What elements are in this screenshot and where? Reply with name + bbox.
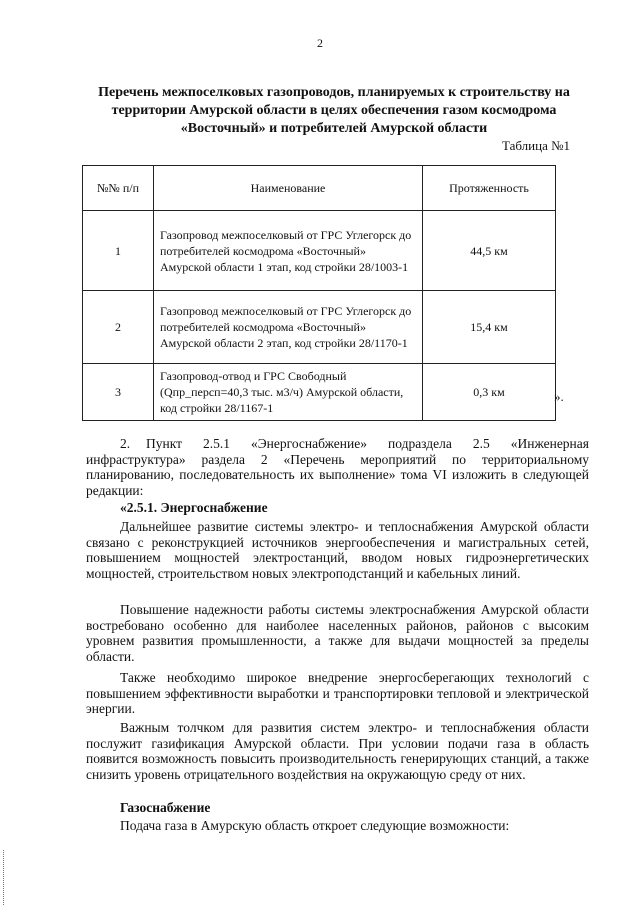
row-name: Газопровод-отвод и ГРС Свободный (Qпр_персп=40,3 тыс. м3/ч) Амурской области, код стройки 28/1167-1 (154, 364, 423, 421)
header-name: Наименование (154, 166, 423, 211)
paragraph: Повышение надежности работы системы электроснабжения Амурской области востребовано особенно для наиболее населенных районов, районов с высоким уровнем развития промышленности, а также для выдачи мощностей за пределы области. (86, 602, 589, 664)
page-number: 2 (317, 36, 323, 50)
subheading: Газоснабжение (120, 800, 211, 815)
paragraph: Подача газа в Амурскую область откроет следующие возможности: (120, 818, 510, 833)
scan-margin-marks (3, 850, 8, 905)
table-caption: Таблица №1 (501, 138, 570, 153)
row-length: 0,3 км (423, 364, 556, 421)
gas-pipelines-table (82, 165, 556, 421)
table-row (83, 291, 556, 364)
table-header-row (83, 166, 556, 211)
row-num: 3 (83, 364, 154, 421)
row-name: Газопровод межпоселковый от ГРС Углегорск до потребителей космодрома «Восточный» Амурской области 2 этап, код стройки 28/1170-1 (154, 291, 423, 364)
row-num: 1 (83, 211, 154, 291)
row-length: 15,4 км (423, 291, 556, 364)
section-heading: «2.5.1. Энергоснабжение (120, 500, 268, 515)
header-length: Протяженность (423, 166, 556, 211)
paragraph: Дальнейшее развитие системы электро- и теплоснабжения Амурской области связано с реконструкцией источников энергообеспечения и магистральных сетей, повышением мощностей электростанций, вводом новых гидроэнергетических мощностей, строительством новых электроподстанций и кабельных линий. (86, 519, 589, 581)
table-row (83, 364, 556, 421)
document-title: Перечень межпоселковых газопроводов, планируемых к строительству на территории Амурской области в целях обеспечения газом космодрома «Восточный» и потребителей Амурской области (98, 85, 570, 136)
item-2-paragraph (86, 436, 589, 498)
row-name: Газопровод межпоселковый от ГРС Углегорск до потребителей космодрома «Восточный» Амурской области 1 этап, код стройки 28/1003-1 (154, 211, 423, 291)
row-num: 2 (83, 291, 154, 364)
item-2-text: Пункт 2.5.1 «Энергоснабжение» подраздела 2.5 «Инженерная инфраструктура» раздела 2 «Перечень мероприятий по территориальному планированию, последовательность их выполнение» тома VI изложить в следующей редакции: (86, 436, 589, 498)
header-num: №№ п/п (83, 166, 154, 211)
item-2-number: 2. (120, 436, 131, 451)
paragraph: Важным толчком для развития систем электро- и теплоснабжения области послужит газификация Амурской области. При условии подачи газа в область появится возможность повысить производительность генерирующих станций, а также снизить уровень отрицательного воздействия на окружающую среду от них. (86, 720, 589, 782)
paragraph: Также необходимо широкое внедрение энергосберегающих технологий с повышением эффективности выработки и транспортировки тепловой и электрической энергии. (86, 670, 589, 717)
table-closing-quote: ». (554, 389, 564, 404)
table-row (83, 211, 556, 291)
row-length: 44,5 км (423, 211, 556, 291)
